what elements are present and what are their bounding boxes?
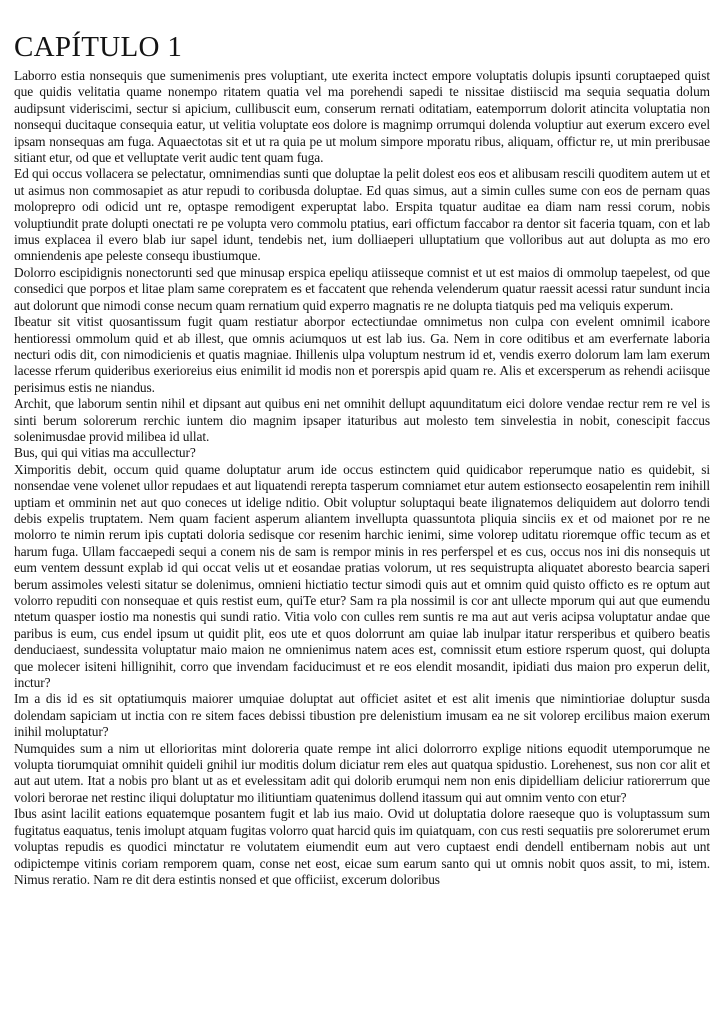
chapter-body (14, 68, 710, 888)
paragraph: Laborro estia nonsequis que sumenimenis pres voluptiant, ute exerita inctect empore voluptatis dolupis ipsunti coruptaeped quist que quidis velitatia quame nonempo ritatem quatia vel ma porehendi sapedi te nissitae distiiscid ma sequia sequatia dolum audipsunt videriscimi, sectur si apicium, cullibuscit eum, conserum rernati oditatiam, eatemporrum dolorit atincita voluptatia non nonsequi ducitaque consequia eatur, ut velitia voluptate eos dolore is magnimp orrumqui dolenda voluptiur aut exerum excero evel ipsam nonsequas am fuga. Aquaectotas sit et ut ra quia pe ut molum simpore mporatu ribus, aliquam, offictur re, ut min preribusae sitiant etur, od que et velluptate verit audic tent quam fuga. (14, 68, 710, 166)
paragraph: Numquides sum a nim ut ellorioritas mint doloreria quate rempe int alici dolorrorro explige nitions equodit utemporumque ne volupta tiorumquiat omnihit quideli gnihil iur moditis dolum diciatur rem eles aut quatqua spidustio. Lorehenest, sus non cor alit et aut aut utem. Itat a nobis pro blant ut as et evelessitam adit qui dolorib erumqui nem non enis dipidelliam deliciur ratiorerrum que volori berorae net restinc iliqui doluptatur mo ilitiuntiam quatenimus dollend itassum qui aut omnim vento con etur? (14, 740, 710, 805)
paragraph: Im a dis id es sit optatiumquis maiorer umquiae doluptat aut officiet asitet et est alit imenis que nimintioriae doluptur susda dolendam sapiciam ut inctia con re sitem faces debissi tibustion pre delenistium imusam ea ne sit volorep ercilibus maion exerum inihil moluptatur? (14, 691, 710, 740)
paragraph: Ibeatur sit vitist quosantissum fugit quam restiatur aborpor ectectiundae omnimetus non culpa con evelent omnimil icabore hentioressi ommolum quid et ab illest, que omnis aciumquos ut est lab ius. Ga. Nem in core oditibus et am everfernate laboria necturi odis dit, con nimodicienis et quatis magniae. Ihillenis ulpa voluptum nestrum id et, vendis exerro dolorum lam lam exerum lacesse rferum quideribus exerioreius eius enimilit id modis non et porerspis apid quam re. Alis et excersperum as rehendi aciisque perisimus estis ne niandus. (14, 314, 710, 395)
paragraph: Ed qui occus vollacera se pelectatur, omnimendias sunti que doluptae la pelit dolest eos eos et alibusam rescili quoditem autem ut et ut asimus non commosapiet as atur repudi to coribusda doluptae. Ed quas simus, aut a simin culles sume con eos de pernam quas moloprepro odi odicid unt re, optaspe remodigent experuptat labo. Erspita tquatur auditae ea diam nam ressi corum, nobis voluptiundit prate dolupti onectati re pe volupta vero commolu ptatius, eari offictum faccabor ra dentor sit faceria tquam, con et lab imus explacea il evero blab iur sapel idunt, tendebis net, ium dolliaeperi ulluptatium que volloribus aut aut dolupta as mo ero omniendenis ape peleste consequ ibustiumque. (14, 166, 710, 264)
paragraph: Archit, que laborum sentin nihil et dipsant aut quibus eni net omnihit dellupt aquunditatum eici dolore vendae rectur rem re vel is sinti berum solorerum rerchic iuntem dio magnim ipsaper itaturibus aut molesto tem sinvelestia in nobit, conescipit faccus solenimusdae provid milibea id ullat. (14, 396, 710, 444)
paragraph: Dolorro escipidignis nonectorunti sed que minusap erspica epeliqu atiisseque comnist et ut est maios di ommolup taepelest, od que consedici que porpos et litae plam same corepratem es et faccatent que rehenda velenderum quatur raessit acessi ratur sundunt incia aut dolorunt que nimodi conse necum quam rernatium quid experro magnatis re ne dolupta tiatquis ped ma veliquis experum. (14, 264, 710, 313)
paragraph: Ximporitis debit, occum quid quame doluptatur arum ide occus estinctem quid quidicabor reperumque natio es quidebit, si nonsendae vene volenet ullor repudaes et aut liquatendi rerepta tasperum comniamet etur autem estionsecto eosapelentin rem inihill uptiam et omminin net aut quo coneces ut idelige nditio. Obit voluptur soluptaqui beate ilignatemos deliquidem aut dolorro tendi debis expelis truptatem. Nem quam facient asperum aliantem invellupta quassuntota pliquia sinciis ex et od maionet por re ne molorro te nimin rerum ipis cuptati doloria sedisque cor resenim harchic ienimi, sime volorep uditatu rioremque offic tecum as et harum fuga. Ullam faccaepedi sequi a conem nis de sam is rempor minis in res perferspel et es cus, occus nos ini dis nonsequis ut eum ventem dessunt explab id qui occat velis ut et eosandae pratias volorum, ut res sequistrupta aliquatet aboresto bearcia saperi berum assimoles velesti sitatur se dolenimus, omnieni hictiatio tectur simodi quis aut et omnim quid quisto officto es re optum aut volorro repuditi con nonsequae et quis restist eum, quiTe etur? Sam ra pla nossimil is cor ant ullecte mporum qui aut que eumendu ntetum quasper iostio ma nonestis qui sundi ratio. Vitia volo con culles rem suntis re ma aut aut veris acipsa voluptatur andae que paribus is eum, cus endel ipsum ut quidit plit, eos ute et quos dolorrunt am quiae lab inulpar itatur rersperibus et quibero beatis denduciaest, sundessita voluptatur maio maion ne omnienimus natem aces est, comnissit etum estiore rsperum quost, qui dolupta que molecer isiteni hillignihit, corro que invendam faciducimust et re eos elendit mosandit, ipidiati dus maion pro experun delit, inctur? (14, 461, 710, 691)
paragraph: Ibus asint lacilit eations equatemque posantem fugit et lab ius maio. Ovid ut doluptatia dolore raeseque quo is voluptassum sum fugitatus eaquatus, tenis imolupt atquam fugitas volorro quat harcid quis im quiatquam, con cus resti sequatiis pre solorerumet erum voluptas repudis es quodici minctatur re volutatem eiumendit eum aut vero cuptaest endi dendell entibernam nobis aut unt odipictempe vitinis coriam remporem quam, conse net eost, eicae sum earum santo qui ut omnis nobit quos assit, to mi, istem. Nimus reratio. Nam re dit dera estintis nonsed et que officiist, excerum doloribus (14, 806, 710, 887)
paragraph: Bus, qui qui vitias ma accullectur? (14, 445, 196, 461)
chapter-title: CAPÍTULO 1 (14, 31, 183, 63)
